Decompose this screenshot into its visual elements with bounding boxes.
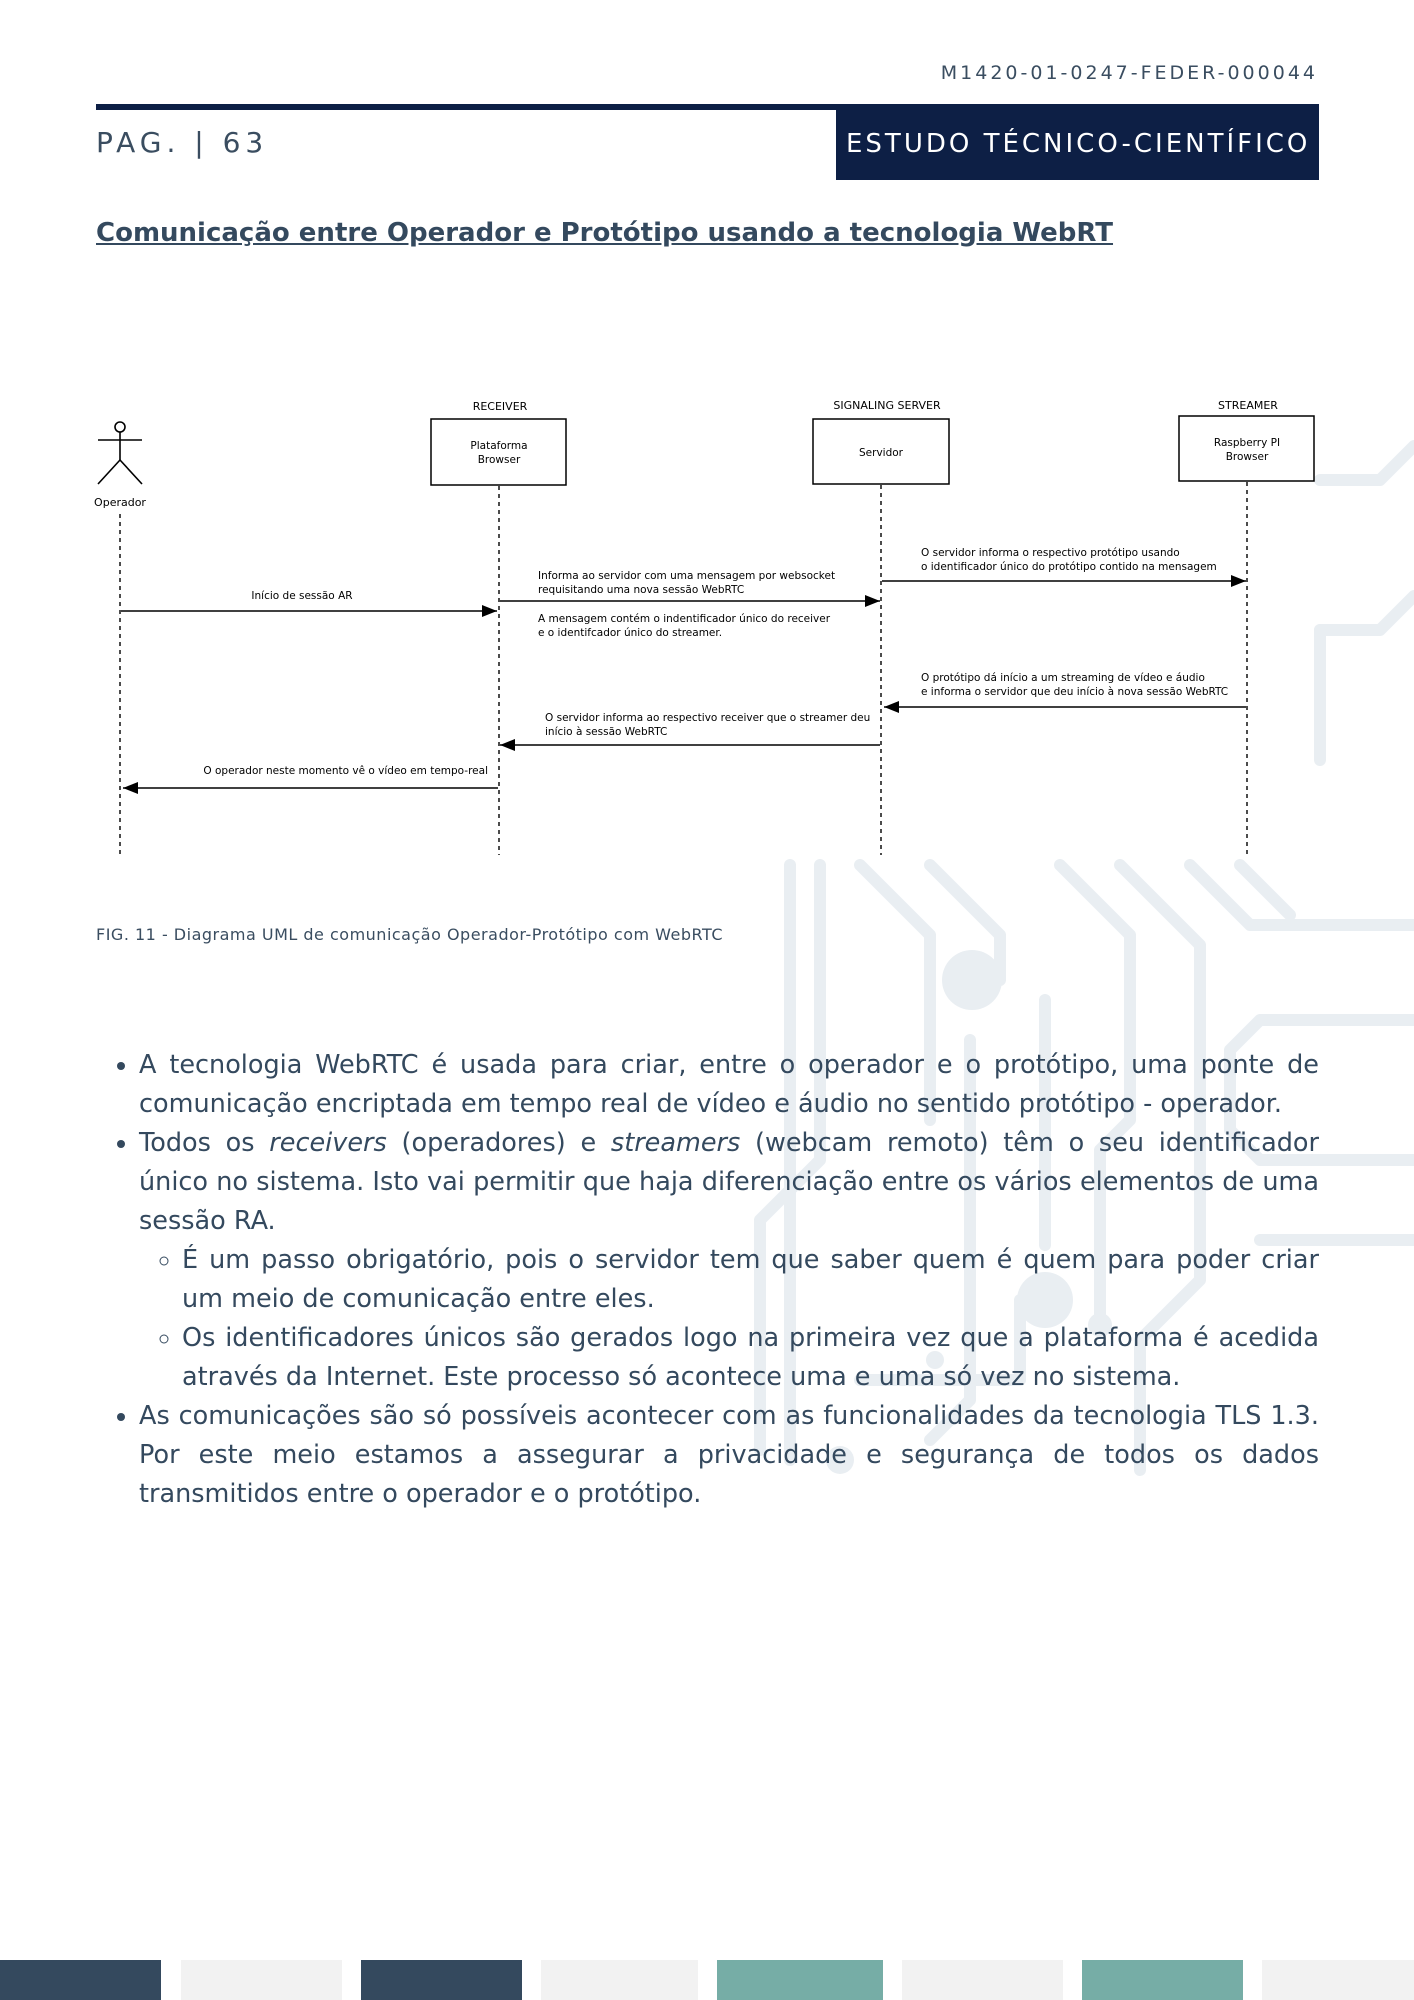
sub-bullet-list bbox=[139, 1241, 1319, 1397]
operator-actor-icon bbox=[98, 422, 142, 484]
message-label-4b: e informa o servidor que deu início à nova sessão WebRTC bbox=[921, 686, 1229, 698]
bullet-list bbox=[96, 1046, 1319, 1514]
message-label-5b: início à sessão WebRTC bbox=[545, 726, 668, 738]
footer-color-bar bbox=[0, 1960, 1414, 2000]
message-label-1: Início de sessão AR bbox=[251, 590, 353, 602]
document-code: M1420-01-0247-FEDER-000044 bbox=[940, 62, 1318, 84]
streamer-role-label: STREAMER bbox=[1218, 399, 1278, 412]
footer-block bbox=[1082, 1960, 1243, 2000]
footer-block bbox=[361, 1960, 522, 2000]
uml-sequence-diagram bbox=[0, 380, 1414, 870]
list-item-text: Todos os bbox=[139, 1128, 270, 1158]
list-item-text: (webcam remoto) têm o seu identificador único no sistema. Isto vai permitir que haja diferenciação entre os vários elementos de uma sessão RA. bbox=[139, 1128, 1319, 1236]
message-label-2a: Informa ao servidor com uma mensagem por websocket bbox=[538, 570, 836, 582]
message-note-2b: e o identifcador único do streamer. bbox=[538, 627, 723, 639]
list-item-text: A tecnologia WebRTC é usada para criar, entre o operador e o protótipo, uma ponte de comunicação encriptada em tempo real de vídeo e áudio no sentido protótipo - operador. bbox=[139, 1050, 1319, 1119]
list-item bbox=[139, 1046, 1319, 1124]
receiver-participant-box bbox=[431, 419, 566, 485]
list-item-emphasis: streamers bbox=[610, 1128, 741, 1158]
footer-block bbox=[181, 1960, 342, 2000]
footer-block bbox=[541, 1960, 698, 2000]
footer-block bbox=[1262, 1960, 1414, 2000]
message-label-3b: o identificador único do protótipo contido na mensagem bbox=[921, 561, 1217, 573]
section-label: ESTUDO TÉCNICO-CIENTÍFICO | bbox=[846, 129, 1334, 159]
message-label-3a: O servidor informa o respectivo protótipo usando bbox=[921, 547, 1180, 559]
server-role-label: SIGNALING SERVER bbox=[833, 399, 941, 412]
section-label-box bbox=[836, 108, 1334, 180]
list-item bbox=[139, 1397, 1319, 1514]
list-item-text: As comunicações são só possíveis acontecer com as funcionalidades da tecnologia TLS 1.3. Por este meio estamos a assegurar a privacidade e segurança de todos os dados transmitidos entre o operador e o protótipo. bbox=[139, 1401, 1319, 1509]
receiver-role-label: RECEIVER bbox=[472, 400, 528, 413]
receiver-box-line2: Browser bbox=[477, 454, 521, 466]
server-box-label: Servidor bbox=[859, 447, 903, 459]
message-note-2a: A mensagem contém o indentificador único do receiver bbox=[538, 613, 831, 625]
footer-block bbox=[717, 1960, 883, 2000]
actor-label: Operador bbox=[94, 496, 146, 509]
sub-list-item bbox=[182, 1241, 1319, 1319]
streamer-participant-box bbox=[1179, 416, 1314, 481]
message-label-6: O operador neste momento vê o vídeo em tempo-real bbox=[203, 765, 488, 777]
page-number: PAG. | 63 bbox=[96, 126, 269, 159]
message-label-4a: O protótipo dá início a um streaming de vídeo e áudio bbox=[921, 672, 1205, 684]
list-item-emphasis: receivers bbox=[269, 1128, 387, 1158]
figure-caption: FIG. 11 - Diagrama UML de comunicação Operador-Protótipo com WebRTC bbox=[96, 925, 724, 944]
message-label-2b: requisitando uma nova sessão WebRTC bbox=[538, 584, 745, 596]
list-item-text: (operadores) e bbox=[386, 1128, 611, 1158]
server-participant-box bbox=[813, 419, 949, 484]
section-title: Comunicação entre Operador e Protótipo usando a tecnologia WebRT bbox=[96, 218, 1114, 248]
bullet-content bbox=[96, 1046, 1319, 1514]
streamer-box-line2: Browser bbox=[1225, 451, 1269, 463]
streamer-box-line1: Raspberry PI bbox=[1213, 437, 1281, 449]
list-item bbox=[139, 1124, 1319, 1397]
message-label-5a: O servidor informa ao respectivo receiver que o streamer deu bbox=[545, 712, 871, 724]
sub-list-item-text: Os identificadores únicos são gerados logo na primeira vez que a plataforma é acedida através da Internet. Este processo só acontece uma e uma só vez no sistema. bbox=[182, 1323, 1319, 1392]
sub-list-item bbox=[182, 1319, 1319, 1397]
receiver-box-line1: Plataforma bbox=[470, 440, 528, 452]
footer-block bbox=[0, 1960, 161, 2000]
sub-list-item-text: É um passo obrigatório, pois o servidor tem que saber quem é quem para poder criar um meio de comunicação entre eles. bbox=[182, 1245, 1319, 1314]
footer-block bbox=[902, 1960, 1063, 2000]
